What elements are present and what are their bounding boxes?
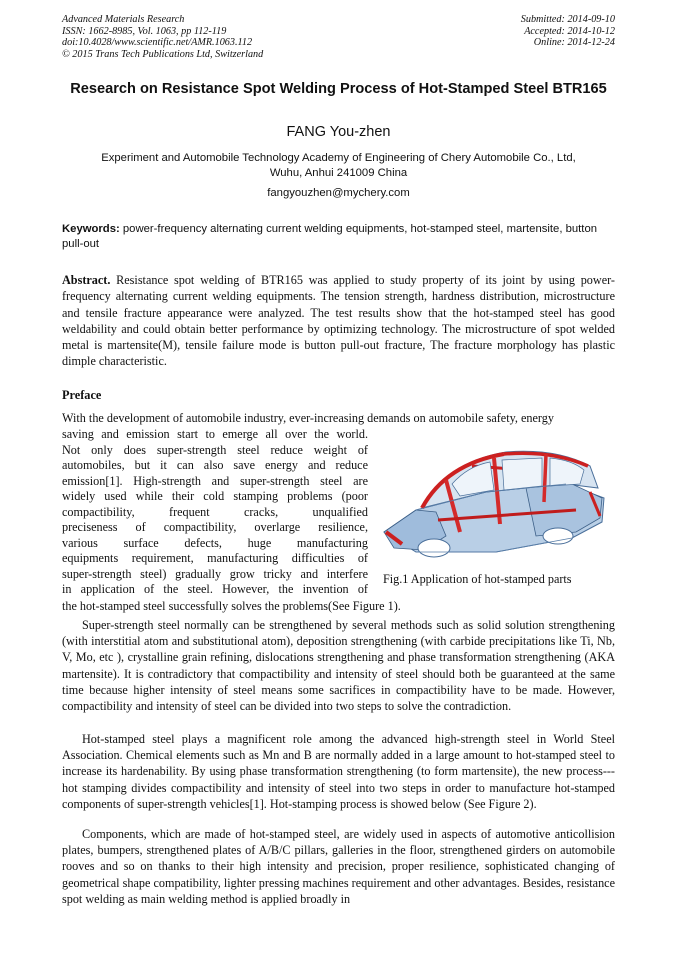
- text-line: saving and emission start to emerge all over the world.: [62, 427, 368, 441]
- abstract-text: Resistance spot welding of BTR165 was applied to study property of its joint by using power-frequency alternating current welding equipments. The tension strength, hardness distribution, microstructure and tensile fracture appearance were analyzed. The test results show that the hot-stamped steel has good weldability and could obtain better performance by optimizing technology. The microstructure of spot welded metal is martensite(M), tensile failure mode is button pull-out fracture, The fracture morphology has plastic dimple characteristic.: [62, 273, 615, 369]
- text-line: Not only does super-strength steel reduce weight of: [62, 442, 368, 457]
- text-line: compactibility, frequent cracks, unqualified: [62, 504, 368, 519]
- doi-line: doi:10.4028/www.scientific.net/AMR.1063.112: [62, 37, 253, 48]
- online-date: Online: 2014-12-24: [533, 37, 615, 48]
- preface-paragraph-3: Hot-stamped steel plays a magnificent role among the advanced high-strength steel in World Steel Association. Chemical elements such as Mn and B are normally added in a large amount to hot-stamped steel to increase its hardenability. By using phase transformation strengthening (to form martensite), the new process---hot stamping divides compactibility and intensity of steel into two steps in order to manufacture hot-stamped components of super-strength vehicles[1]. Hot-stamping process is showed below (See Figure 2).: [62, 732, 615, 811]
- text-line: various surface defects, huge manufacturing: [62, 535, 368, 550]
- car-body-illustration: [376, 440, 612, 565]
- journal-info: [62, 14, 263, 60]
- keywords: [62, 222, 617, 252]
- abstract-label: Abstract.: [62, 273, 111, 287]
- submitted-date: Submitted: 2014-09-10: [520, 14, 615, 25]
- paper-title: Research on Resistance Spot Welding Process of Hot-Stamped Steel BTR165: [70, 81, 607, 97]
- keywords-label: Keywords:: [62, 223, 120, 235]
- text-line: widely used while their cold stamping problems (poor: [62, 489, 368, 503]
- dates-info: [521, 14, 615, 49]
- figure-1-caption: Fig.1 Application of hot-stamped parts: [383, 572, 572, 586]
- author-email: fangyouzhen@mychery.com: [267, 187, 410, 199]
- issn-line: ISSN: 1662-8985, Vol. 1063, pp 112-119: [62, 25, 227, 37]
- text-line: preciseness of compactibility, overlarge resilience,: [62, 520, 368, 534]
- preface-p1-wrapped: [62, 427, 368, 598]
- preface-paragraph-2: Super-strength steel normally can be strengthened by several methods such as solid solution strengthening (with interstitial atom and substitutional atom), deposition strengthening (with carbide precipitations like Ti, Nb, V, Mo, etc ), crystalline grain refining, dislocations strengthening and phase transformation strengthening (AKA martensite). It is contradictory that compactibility and intensity of steel should both be guaranteed at the same time because higher intensity of steel means some sacrifices in compactibility have to be made. However, compactibility and intensity of steel can be divided into two steps to solve the contradiction.: [62, 618, 615, 714]
- keywords-text: power-frequency alternating current welding equipments, hot-stamped steel, martensite, button pull-out: [62, 223, 598, 250]
- affiliation: [62, 151, 615, 181]
- preface-p1-last-line: the hot-stamped steel successfully solves the problems(See Figure 1).: [62, 599, 401, 613]
- text-line: automobiles, but it can also save energy and reduce: [62, 458, 368, 472]
- copyright-line: © 2015 Trans Tech Publications Ltd, Switzerland: [62, 48, 264, 60]
- affiliation-line-2: Wuhu, Anhui 241009 China: [269, 167, 408, 179]
- journal-name: Advanced Materials Research: [62, 14, 185, 25]
- author-name: FANG You-zhen: [286, 124, 391, 140]
- section-heading-preface: Preface: [62, 388, 102, 402]
- abstract: [62, 272, 615, 370]
- text-line: in application of the steel. However, the invention of: [62, 582, 368, 596]
- preface-paragraph-4: Components, which are made of hot-stamped steel, are widely used in aspects of automotive anticollision plates, bumpers, strengthened plates of A/B/C pillars, galleries in the floor, strengthened girders on automobile rooves and so on thanks to their high intensity and precision, proper resilience, sophisticated changing of geometrical shape compatibility, lighter pressing machines requirement and other advantages. Besides, resistance spot welding as main welding method is applied broadly in: [62, 827, 615, 906]
- text-line: equipments requirement, manufacturing difficulties of: [62, 551, 368, 565]
- accepted-date: Accepted: 2014-10-12: [524, 25, 615, 37]
- preface-p1-first-line: With the development of automobile industry, ever-increasing demands on automobile safety, energy: [62, 411, 554, 425]
- affiliation-line-1: Experiment and Automobile Technology Academy of Engineering of Chery Automobile Co., Ltd,: [101, 152, 576, 164]
- text-line: super-strength steel) gradually grow tricky and interfere: [62, 566, 368, 581]
- text-line: emission[1]. High-strength and super-strength steel are: [62, 473, 368, 488]
